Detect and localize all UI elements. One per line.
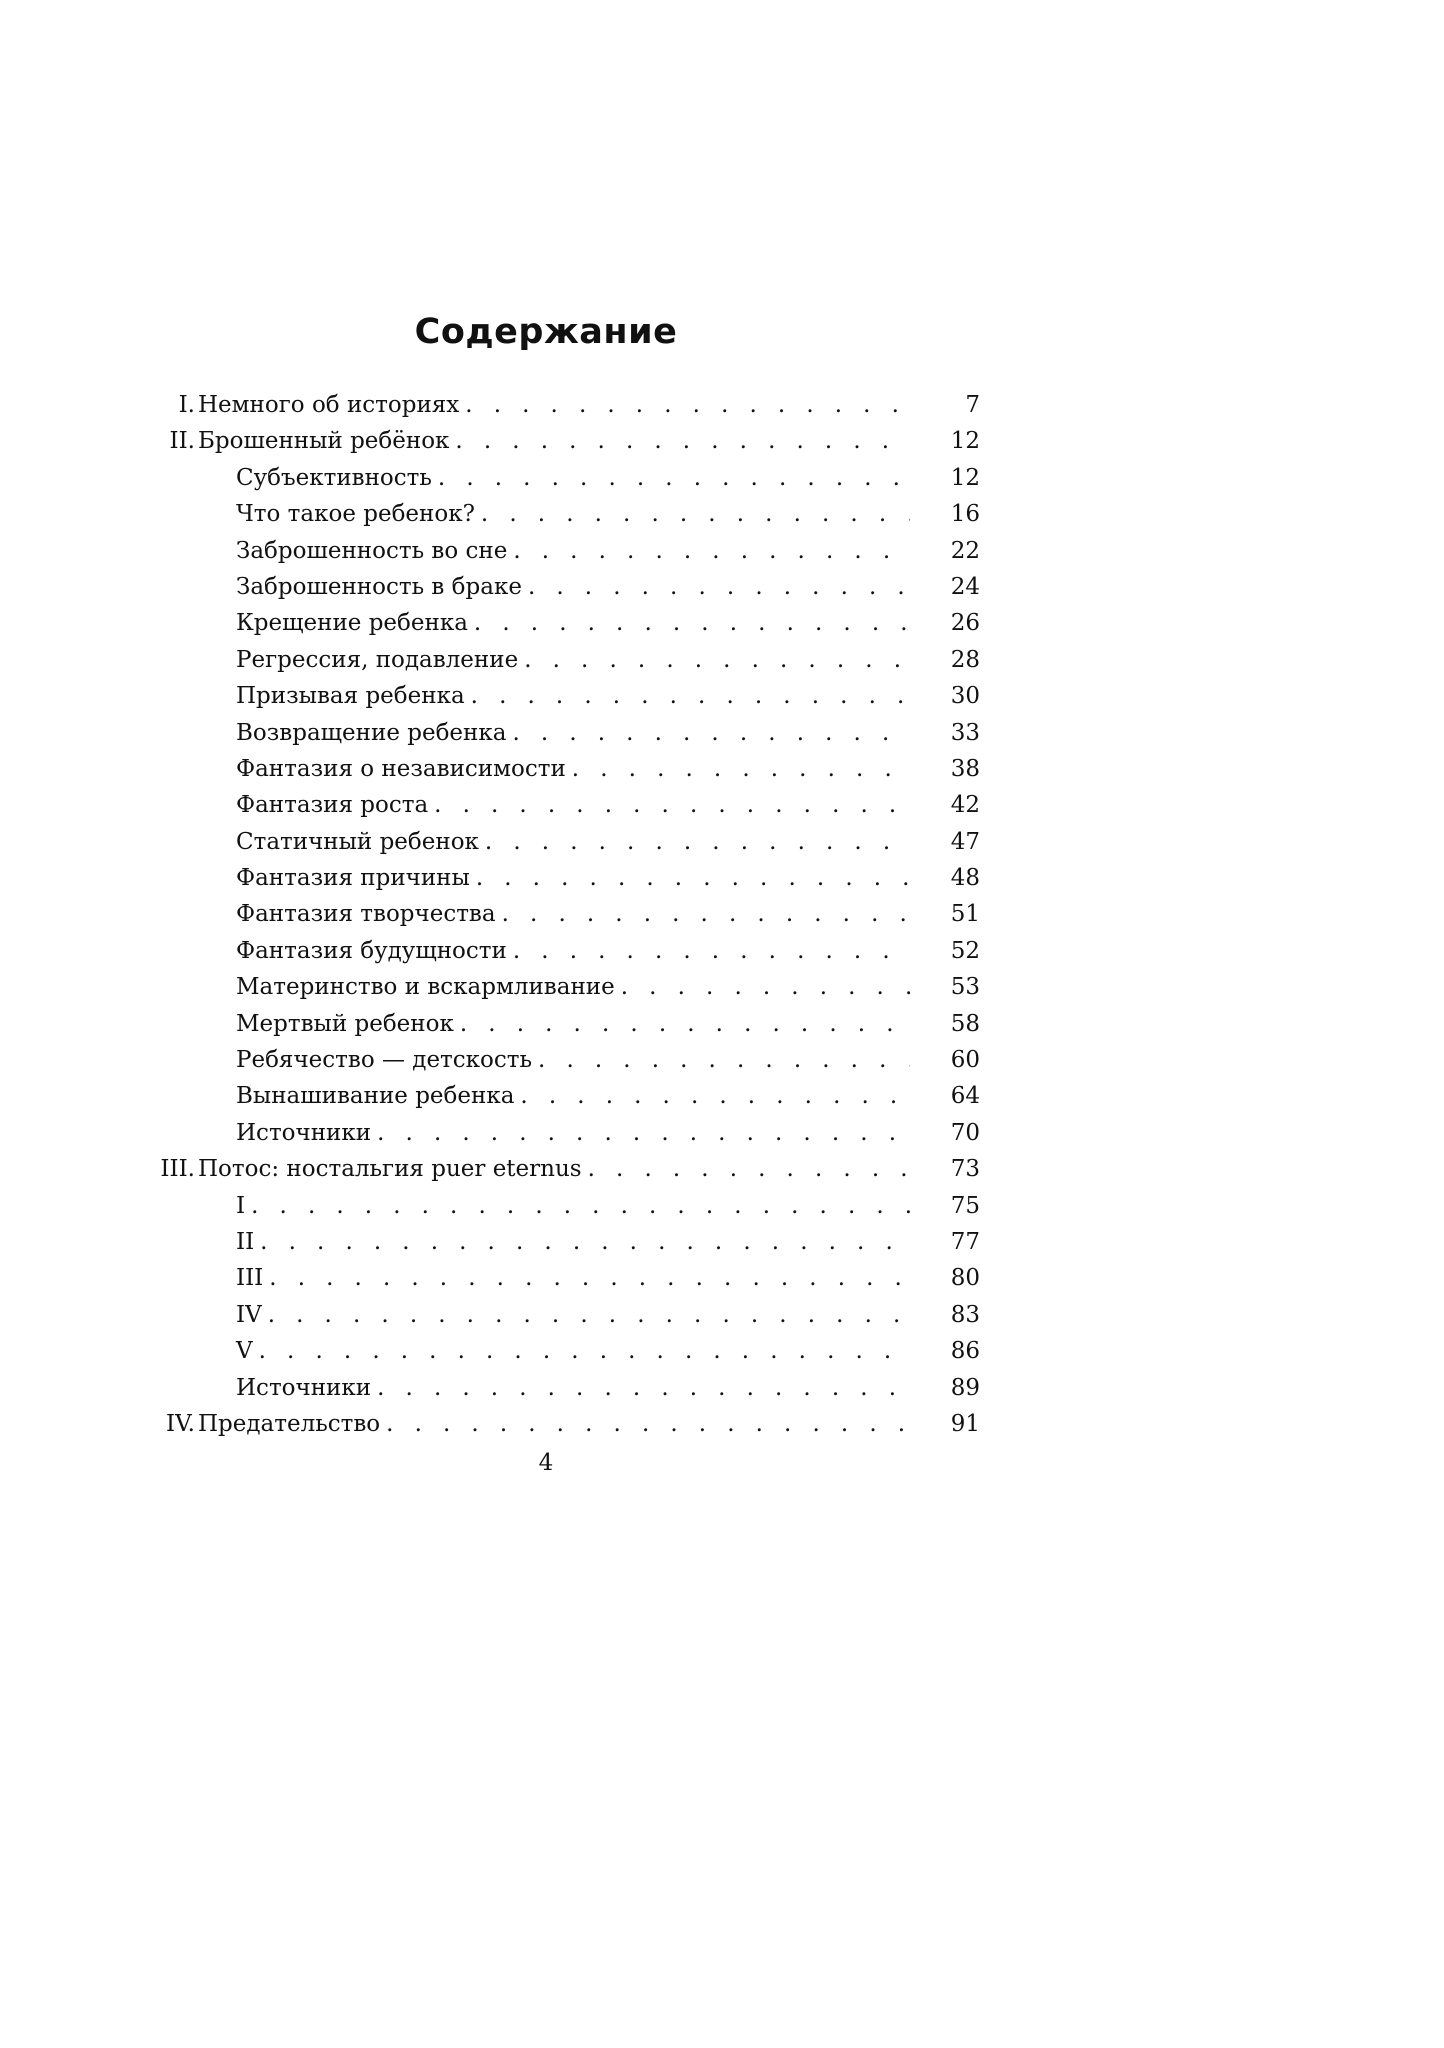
toc-entry-number: I.: [178, 392, 195, 418]
toc-entry-label: Предательство: [198, 1410, 381, 1437]
toc-entry[interactable]: [140, 1265, 980, 1301]
toc-dot-leader: [471, 683, 910, 709]
toc-dot-leader: [268, 1302, 910, 1328]
toc-dot-leader: [485, 829, 910, 855]
toc-entry-page: 26: [950, 610, 980, 637]
toc-entry-page: 75: [950, 1192, 980, 1219]
toc-entry-label: Потос: ностальгия puer eternus: [198, 1156, 582, 1183]
toc-dot-leader: [538, 1047, 910, 1073]
toc-dot-leader: [621, 974, 910, 1000]
page-title: Содержание: [414, 312, 678, 352]
toc-dot-leader: [520, 1083, 910, 1109]
toc-entry[interactable]: [140, 865, 980, 901]
toc-entry[interactable]: [140, 829, 980, 865]
toc-entry[interactable]: [140, 1302, 980, 1338]
toc-entry-page: 60: [950, 1047, 980, 1074]
toc-entry-page: 12: [950, 464, 980, 491]
toc-entry-label: Вынашивание ребенка: [236, 1083, 515, 1110]
toc-entry-label: Возвращение ребенка: [236, 719, 507, 746]
toc-entry-page: 80: [950, 1265, 980, 1292]
toc-entry-page: 52: [950, 937, 980, 964]
toc-entry[interactable]: [140, 538, 980, 574]
toc-entry-page: 89: [950, 1374, 980, 1401]
toc-dot-leader: [377, 1375, 910, 1401]
toc-entry-label: Фантазия роста: [236, 792, 429, 819]
toc-entry[interactable]: [140, 392, 980, 428]
toc-entry-label: Призывая ребенка: [236, 683, 465, 710]
toc-entry[interactable]: [140, 574, 980, 610]
toc-entry[interactable]: [140, 792, 980, 828]
toc-entry-label: Крещение ребенка: [236, 610, 468, 637]
toc-entry-page: 30: [950, 683, 980, 710]
toc-entry-label: Ребячество — детскость: [236, 1047, 533, 1074]
toc-entry-label: Источники: [236, 1374, 372, 1401]
toc-entry[interactable]: [140, 1193, 980, 1229]
toc-entry-page: 58: [950, 1010, 980, 1037]
toc-entry[interactable]: [140, 1156, 980, 1192]
toc-entry-page: 22: [950, 537, 980, 564]
toc-dot-leader: [513, 538, 910, 564]
toc-entry-page: 70: [950, 1119, 980, 1146]
toc-entry[interactable]: [140, 974, 980, 1010]
toc-entry[interactable]: [140, 610, 980, 646]
toc-entry-label: Фантазия будущности: [236, 937, 507, 964]
toc-entry-page: 33: [950, 719, 980, 746]
toc-dot-leader: [460, 1011, 910, 1037]
toc-entry-label: Немного об историях: [198, 392, 460, 418]
toc-dot-leader: [465, 392, 910, 418]
toc-entry-label: Что такое ребенок?: [236, 501, 475, 528]
toc-entry-label: IV: [236, 1301, 262, 1328]
toc-entry-label: Заброшенность в браке: [236, 573, 522, 600]
toc-entry-page: 16: [950, 501, 980, 528]
toc-entry-label: Субъективность: [236, 464, 432, 491]
toc-entry[interactable]: [140, 428, 980, 464]
table-of-contents: [140, 392, 980, 1447]
toc-entry-page: 51: [950, 901, 980, 928]
toc-entry-page: 77: [950, 1228, 980, 1255]
toc-entry[interactable]: [140, 1011, 980, 1047]
toc-entry-number: III.: [160, 1156, 195, 1183]
toc-entry[interactable]: [140, 720, 980, 756]
toc-dot-leader: [513, 938, 910, 964]
toc-entry[interactable]: [140, 1047, 980, 1083]
page-number: 4: [538, 1450, 554, 1476]
toc-entry-page: 64: [950, 1083, 980, 1110]
toc-entry-page: 73: [950, 1156, 980, 1183]
toc-entry-label: Заброшенность во сне: [236, 537, 508, 564]
toc-entry-page: 12: [950, 428, 980, 455]
toc-entry-page: 86: [950, 1338, 980, 1365]
toc-entry-label: II: [236, 1228, 255, 1255]
toc-entry-page: 83: [950, 1301, 980, 1328]
toc-dot-leader: [474, 610, 910, 636]
toc-entry-label: Фантазия причины: [236, 865, 470, 892]
toc-dot-leader: [528, 574, 910, 600]
toc-entry-number: II.: [169, 428, 195, 455]
toc-entry-label: III: [236, 1265, 264, 1292]
toc-entry-page: 7: [965, 392, 980, 418]
toc-dot-leader: [512, 720, 910, 746]
toc-entry-page: 38: [950, 755, 980, 782]
toc-entry[interactable]: [140, 465, 980, 501]
toc-entry[interactable]: [140, 938, 980, 974]
toc-entry-label: Источники: [236, 1119, 372, 1146]
toc-dot-leader: [377, 1120, 910, 1146]
toc-entry[interactable]: [140, 501, 980, 537]
toc-dot-leader: [455, 428, 910, 454]
toc-entry[interactable]: [140, 756, 980, 792]
toc-entry-page: 91: [950, 1410, 980, 1437]
toc-entry[interactable]: [140, 1375, 980, 1411]
toc-entry-page: 24: [950, 573, 980, 600]
toc-entry-label: Статичный ребенок: [236, 828, 479, 855]
toc-entry[interactable]: [140, 1120, 980, 1156]
toc-entry-page: 48: [950, 865, 980, 892]
toc-dot-leader: [481, 501, 910, 527]
toc-dot-leader: [438, 465, 910, 491]
toc-dot-leader: [260, 1229, 910, 1255]
toc-dot-leader: [476, 865, 910, 891]
toc-entry-label: Фантазия о независимости: [236, 755, 566, 782]
toc-entry-label: Мертвый ребенок: [236, 1010, 454, 1037]
toc-dot-leader: [269, 1265, 910, 1291]
toc-dot-leader: [572, 756, 910, 782]
toc-entry[interactable]: [140, 683, 980, 719]
toc-dot-leader: [502, 901, 910, 927]
toc-entry-number: IV.: [166, 1410, 195, 1437]
toc-entry[interactable]: [140, 1229, 980, 1265]
toc-dot-leader: [434, 792, 910, 818]
toc-entry-page: 47: [950, 828, 980, 855]
toc-entry[interactable]: [140, 901, 980, 937]
toc-dot-leader: [588, 1156, 910, 1182]
toc-entry[interactable]: [140, 1411, 980, 1447]
toc-entry[interactable]: [140, 647, 980, 683]
toc-entry[interactable]: [140, 1338, 980, 1374]
toc-entry-page: 42: [950, 792, 980, 819]
toc-entry-label: Материнство и вскармливание: [236, 974, 615, 1001]
toc-entry-page: 28: [950, 646, 980, 673]
toc-dot-leader: [251, 1193, 910, 1219]
toc-entry-label: Регрессия, подавление: [236, 646, 519, 673]
toc-dot-leader: [259, 1338, 910, 1364]
toc-dot-leader: [386, 1411, 910, 1437]
toc-entry-label: I: [236, 1192, 246, 1219]
toc-entry-page: 53: [950, 974, 980, 1001]
toc-entry-label: Фантазия творчества: [236, 901, 496, 928]
toc-entry-label: V: [236, 1338, 253, 1365]
toc-entry-label: Брошенный ребёнок: [198, 428, 450, 455]
toc-entry[interactable]: [140, 1083, 980, 1119]
toc-dot-leader: [524, 647, 910, 673]
